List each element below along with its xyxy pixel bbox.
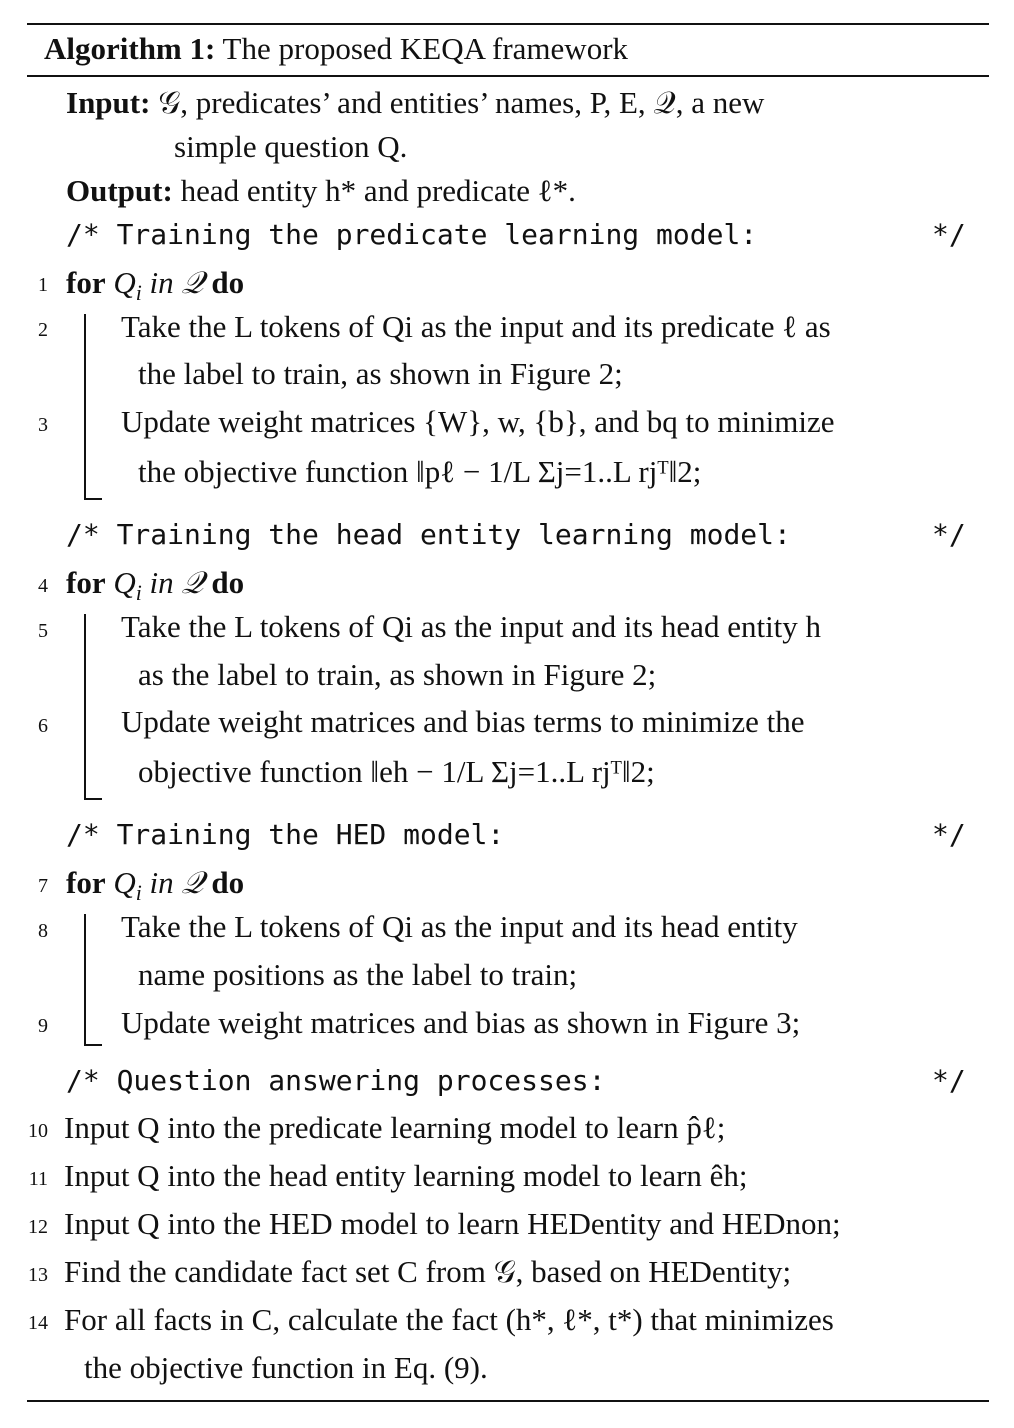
comment-head-entity-training: /* Training the head entity learning model: [66, 518, 791, 551]
comment-close-4: */ [932, 1064, 966, 1097]
algorithm-label: Algorithm 1: [44, 31, 216, 66]
for-loop-1: for $Q_i$ in 𝒬 do [66, 265, 245, 306]
do-keyword: do [211, 265, 245, 300]
step-6a: Update weight matrices and bias terms to minimize the [121, 704, 805, 739]
for-loop-2: for $Q_i$ in 𝒬 do [66, 565, 245, 606]
top-rule [27, 23, 989, 25]
line-number-9: 9 [38, 1015, 48, 1037]
step-10: Input Q into the predicate learning model to learn p̂ℓ; [64, 1110, 726, 1145]
step-6b: objective function ‖eh − 1/L Σj=1..L rjᵀ‖2; [138, 754, 655, 789]
bottom-rule [27, 1400, 989, 1402]
step-11: Input Q into the head entity learning model to learn êh; [64, 1158, 748, 1193]
comment-hed-training: /* Training the HED model: [66, 818, 505, 851]
step-5b: as the label to train, as shown in Figure 2; [138, 657, 657, 692]
step-14a: For all facts in C, calculate the fact (h*, ℓ*, t*) that minimizes [64, 1302, 834, 1337]
loop-1-end [84, 498, 102, 500]
loop-3-bar [84, 914, 86, 1046]
line-number-14: 14 [28, 1312, 48, 1334]
line-number-1: 1 [38, 274, 48, 296]
comment-close-3: */ [932, 818, 966, 851]
step-3b: the objective function ‖pℓ − 1/L Σj=1..L rjᵀ‖2; [138, 454, 702, 489]
step-13: Find the candidate fact set C from 𝒢, based on HEDentity; [64, 1254, 792, 1289]
line-number-10: 10 [28, 1120, 48, 1142]
for-keyword: for [66, 865, 106, 900]
in-keyword: in [149, 865, 174, 900]
input-text-1: 𝒢, predicates’ and entities’ names, P, E, 𝒬, a new [158, 85, 765, 120]
loop-2-end [84, 798, 102, 800]
input-label: Input: [66, 85, 151, 120]
line-number-3: 3 [38, 414, 48, 436]
line-number-8: 8 [38, 920, 48, 942]
comment-question-answering: /* Question answering processes: [66, 1064, 606, 1097]
step-9: Update weight matrices and bias as shown in Figure 3; [121, 1005, 801, 1040]
do-keyword: do [211, 865, 245, 900]
input-line [66, 83, 764, 123]
comment-close-2: */ [932, 518, 966, 551]
line-number-13: 13 [28, 1264, 48, 1286]
step-14b: the objective function in Eq. (9). [84, 1350, 488, 1385]
loop-1-bar [84, 314, 86, 500]
caption-rule [27, 75, 989, 77]
line-number-11: 11 [28, 1168, 48, 1190]
step-3a: Update weight matrices {W}, w, {b}, and bq to minimize [121, 404, 835, 439]
step-8a: Take the L tokens of Qi as the input and its head entity [121, 909, 798, 944]
output-text: head entity h* and predicate ℓ*. [180, 173, 576, 208]
loop-2-bar [84, 614, 86, 800]
do-keyword: do [211, 565, 245, 600]
for-loop-3: for $Q_i$ in 𝒬 do [66, 865, 245, 906]
algorithm-caption [44, 29, 628, 69]
line-number-6: 6 [38, 715, 48, 737]
line-number-2: 2 [38, 319, 48, 341]
output-label: Output: [66, 173, 173, 208]
for-keyword: for [66, 565, 106, 600]
comment-close-1: */ [932, 218, 966, 251]
line-number-5: 5 [38, 620, 48, 642]
step-12: Input Q into the HED model to learn HEDentity and HEDnon; [64, 1206, 841, 1241]
for-keyword: for [66, 265, 106, 300]
output-line [66, 171, 576, 211]
line-number-4: 4 [38, 575, 48, 597]
line-number-12: 12 [28, 1216, 48, 1238]
algorithm-title: The proposed KEQA framework [222, 31, 629, 66]
input-line-2: simple question Q. [174, 129, 408, 164]
line-number-7: 7 [38, 875, 48, 897]
step-8b: name positions as the label to train; [138, 957, 578, 992]
in-keyword: in [149, 565, 174, 600]
comment-predicate-training: /* Training the predicate learning model: [66, 218, 758, 251]
in-keyword: in [149, 265, 174, 300]
step-5a: Take the L tokens of Qi as the input and its head entity h [121, 609, 822, 644]
step-2a: Take the L tokens of Qi as the input and its predicate ℓ as [121, 309, 831, 344]
loop-3-end [84, 1044, 102, 1046]
step-2b: the label to train, as shown in Figure 2; [138, 356, 623, 391]
